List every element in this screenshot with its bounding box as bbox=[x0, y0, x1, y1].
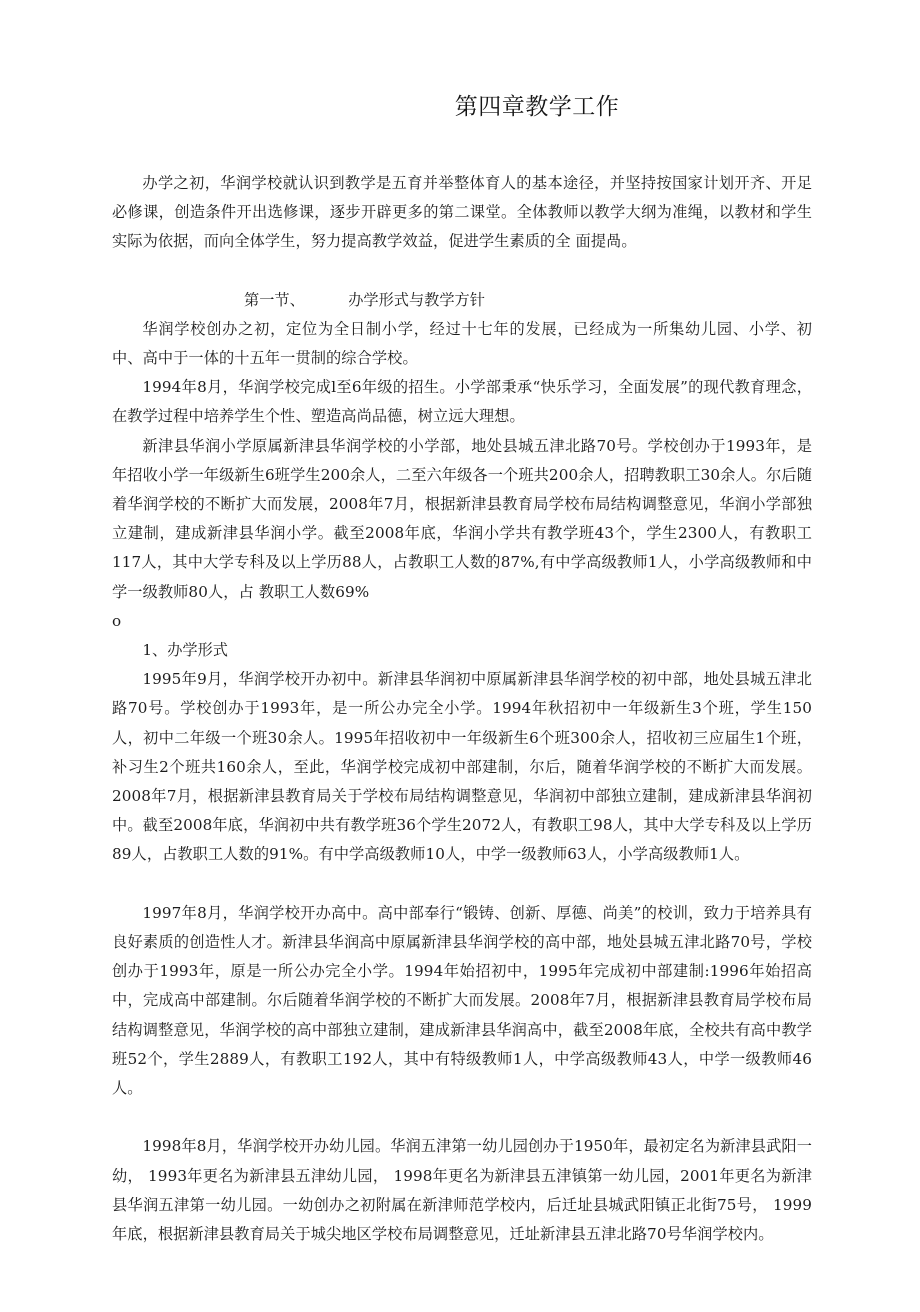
paragraph-spacer-3 bbox=[112, 1103, 812, 1132]
document-content-column bbox=[112, 0, 812, 1249]
title-spacer bbox=[112, 119, 812, 169]
paragraph-intro: 办学之初，华润学校就认识到教学是五育并举整体育人的基本途径，并坚持按国家计划开齐、开足必修课，创造条件开出选修课，逐步开辟更多的第二课堂。全体教师以教学大纲为准绳，以教材和学生实际为依据，而向全体学生，努力提高教学效益，促进学生素质的全 面提咼。 bbox=[112, 174, 812, 251]
paragraph-spacer-1 bbox=[112, 257, 812, 286]
subsection-heading-1: 1、办学形式 bbox=[142, 641, 228, 660]
paragraph-positioning: 华润学校创办之初，定位为全日制小学，经过十七年的发展，已经成为一所集幼儿园、小学、初中、高中于一体的十五年一贯制的综合学校。 bbox=[112, 319, 812, 368]
paragraph-kindergarten: 1998年8月，华润学校开办幼儿园。华润五津第一幼儿园创办于1950年，最初定名为新津县武阳一幼， 1993年更名为新津县五津幼儿园， 1998年更名为新津县五津镇第一幼儿园，2001年更名为新津县华润五津第一幼儿园。一幼创办之初附属在新津师范学校内，后迁址县城武阳镇正北街75号， 1999年底，根据新津县教育局关于城尖地区学校布局调整意见，迁址新津县五津北路70号华润学校内。 bbox=[112, 1137, 812, 1244]
paragraph-primary-school: 新津县华润小学原属新津县华润学校的小学部，地处县城五津北路70号。学校创办于1993年，是年招收小学一年级新生6班学生200余人，二至六年级各一个班共200余人，招聘教职工30余人。尔后随着华润学校的不断扩大而发展，2008年7月，根据新津县教育局学校布局结构调整意见，华润小学部独立建制，建成新津县华润小学。截至2008年底，华润小学共有教学班43个，学生2300人，有教职工117人，其中大学专科及以上学历88人，占教职工人数的87%,有中学高级教师1人，小学高级教师和中学一级教师80人，占 教职工人数69% bbox=[112, 436, 812, 601]
paragraph-primary-enrollment: 1994年8月，华润学校完成l至6年级的招生。小学部秉承“快乐学习，全面发展”的现代教育理念，在教学过程中培养学生个性、塑造高尚品德，树立远大理想。 bbox=[112, 378, 812, 426]
page-title: 第四章教学工作 bbox=[454, 94, 620, 120]
orphan-character: o bbox=[112, 611, 122, 630]
section-heading-1: 第一节、 办学形式与教学方针 bbox=[244, 290, 485, 309]
paragraph-spacer-2 bbox=[112, 870, 812, 899]
paragraph-high-school: 1997年8月，华润学校开办高中。高中部奉行“锻铸、创新、厚德、尚美”的校训，致力于培养具有良好素质的创造性人才。新津县华润高中原属新津县华润学校的高中部，地处县城五津北路70号，学校创办于1993年，原是一所公办完全小学。1994年始招初中，1995年完成初中部建制:1996年始招高中，完成高中部建制。尔后随着华润学校的不断扩大而发展。2008年7月，根据新津县教育局学校布局结构调整意见，华润学校的高中部独立建制，建成新津县华润高中，截至2008年底，全校共有高中教学班52个，学生2889人，有教职工192人，其中有特级教师1人，中学高级教师43人，中学一级教师46人。 bbox=[112, 903, 812, 1098]
paragraph-middle-school: 1995年9月，华润学校开办初中。新津县华润初中原属新津县华润学校的初中部，地处县城五津北路70号。学校创办于1993年，是一所公办完全小学。1994年秋招初中一年级新生3个班，学生150人，初中二年级一个班30余人。1995年招收初中一年级新生6个班300余人，招收初三应届生1个班，补习生2个班共160余人，至此，华润学校完成初中部建制，尔后，随着华润学校的不断扩大而发展。2008年7月，根据新津县教育局关于学校布局结构调整意见，华润初中部独立建制，建成新津县华润初中。截至2008年底，华润初中共有教学班36个学生2072人，有教职工98人，其中大学专科及以上学历89人，占教职工人数的91%。有中学高级教师10人，中学一级教师63人，小学高级教师1人。 bbox=[112, 670, 812, 864]
